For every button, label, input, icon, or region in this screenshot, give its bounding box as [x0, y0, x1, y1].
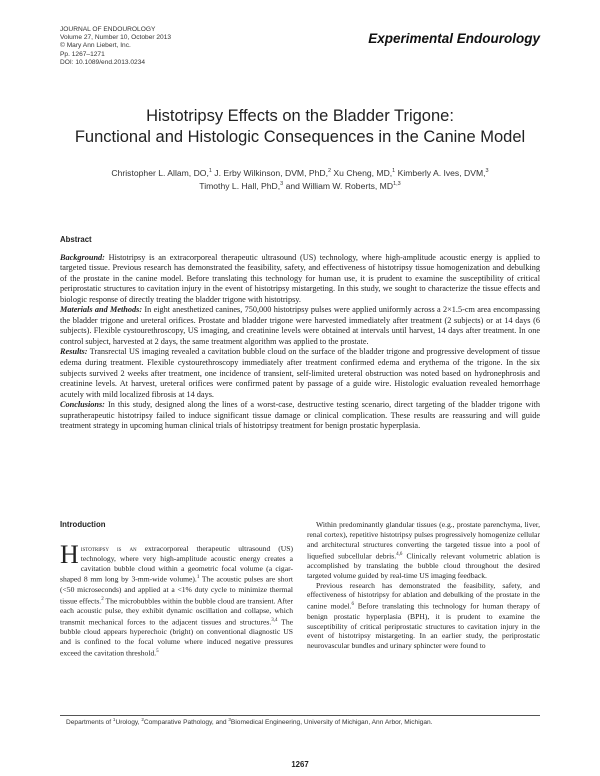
affiliation-footnote [66, 717, 433, 726]
intro-paragraph-1 [60, 539, 293, 658]
title-line-1: Histotripsy Effects on the Bladder Trigone: [146, 107, 454, 125]
title-line-2: Functional and Histologic Consequences in the Canine Model [74, 128, 526, 146]
paragraph-text: Within predominantly glandular tissues (e.g., prostate parenchyma, liver, renal cortex), repetitive histotripsy pulses progressively homogenize cellular and architectural structures converting the targeted tissue into a pool of liquefied subcellular debris. [307, 520, 540, 561]
journal-name: JOURNAL OF ENDOUROLOGY [60, 26, 156, 33]
citation-ref[interactable]: 2 [101, 596, 104, 602]
footnote-mark: 1 [112, 717, 116, 722]
abstract-label: Background: [60, 252, 105, 262]
author-affiliation-mark: 1,3 [393, 181, 401, 188]
abstract-text: Histotripsy is an extracorporeal therapeutic ultrasound (US) technology, where high-amplitude acoustic energy is applied to targeted tissue. Previous research has demonstrated the feasibility, safety, and effectiveness of histotripsy tissue homogenization and debulking of the prostate in the canine model. Before translating this technology for human use, it is prudent to examine the susceptibility of critical periprostatic structures to cavitation injury in the event of histotripsy mistargeting. In this study, we sought to characterize the tissue effects and biologic response of directly treating the bladder trigone with histotripsy. [60, 252, 540, 304]
author-name: Kimberly A. Ives, DVM, [395, 167, 486, 178]
citation-ref[interactable]: 4,6 [396, 551, 403, 557]
abstract-conclusions [60, 400, 540, 432]
abstract-heading: Abstract [60, 235, 92, 244]
page-range: Pp. 1267–1271 [60, 50, 105, 58]
footnote-text: Comparative Pathology, and [143, 719, 229, 727]
author-line-2 [60, 179, 540, 192]
author-name: Christopher L. Allam, DO, [111, 167, 209, 178]
abstract-methods [60, 305, 540, 347]
paragraph-text: The bubble cloud appears hyperechoic (bright) on conventional diagnostic US and is confined to the focal volume where induced negative pressures exceed the cavitation threshold. [60, 617, 293, 658]
copyright-line: © Mary Ann Liebert, Inc. [60, 42, 131, 50]
citation-ref[interactable]: 1 [196, 575, 200, 581]
author-affiliation-mark: 2 [327, 168, 332, 174]
footnote-divider [60, 715, 540, 716]
abstract-background [60, 253, 540, 306]
small-caps-lead: istotripsy is an [80, 543, 137, 553]
paragraph-text: extracorporeal therapeutic ultrasound (US) technology, where very high-amplitude acoustic energy creates a cavitation bubble cloud within a geometric focal volume (a cigar-shaped 8 mm long by 3-mm-wide volume). [60, 543, 293, 584]
author-affiliation-mark: 1 [392, 168, 396, 174]
author-line-1 [60, 166, 540, 179]
author-affiliation-mark: 3 [280, 181, 284, 188]
paragraph-text: The microbubbles within the bubble cloud are transient. After each acoustic pulse, they exhibit dynamic oscillation and collapse, which transmit mechanical forces to the adjacent tissues and structures. [60, 596, 293, 627]
abstract-label: Results: [60, 347, 88, 357]
author-name: and William W. Roberts, MD [283, 181, 394, 192]
author-name: Timothy L. Hall, PhD, [199, 181, 281, 192]
body-column-left [60, 520, 293, 658]
abstract-label: Conclusions: [60, 400, 105, 410]
abstract-text: In eight anesthetized canines, 750,000 histotripsy pulses were applied uniformly across a 2×1.5-cm area encompassing the bladder trigone and ureteral orifices. Prostate and bladder trigone were harvested immediately after treatment (2 subjects) or at 14 days (6 subjects). Flexible cystourethroscopy, US imaging, and creatinine levels were obtained at intervals until harvest, 14 days after treatment. In one control subject, harvested at 2 days, the same treatment algorithm was applied to the prostate. [60, 305, 540, 346]
journal-metadata [60, 26, 171, 67]
footnote-text: Biomedical Engineering, University of Michigan, Ann Arbor, Michigan. [230, 719, 433, 727]
citation-ref[interactable]: 5 [156, 648, 159, 654]
article-title [40, 106, 560, 148]
citation-ref[interactable]: 6 [351, 602, 354, 608]
abstract-results [60, 347, 540, 400]
footnote-text: Departments of [66, 719, 113, 727]
section-label: Experimental Endourology [368, 31, 540, 46]
footnote-text: Urology, [115, 719, 142, 727]
abstract-label: Materials and Methods: [60, 305, 143, 315]
author-affiliation-mark: 3 [485, 168, 489, 174]
drop-cap: H [60, 539, 79, 569]
abstract [60, 235, 540, 432]
author-name: J. Erby Wilkinson, DVM, PhD, [211, 167, 328, 178]
citation-ref[interactable]: 3,4 [271, 617, 278, 623]
abstract-text: Transrectal US imaging revealed a cavitation bubble cloud on the surface of the bladder trigone and progressive development of tissue edema during treatment. Flexible cystourethroscopy immediately after treatment confirmed edema and erythema of the trigone. In the six subjects survived 2 weeks after treatment, one incidence of transient, self-limited ureteral obstruction was noted based on hydronephrosis and creatinine levels. At harvest, ureteral orifices were confirmed patent by passage of a guide wire. Histologic evaluation revealed hemorrhage acutely with mild localized fibrosis at 14 days. [60, 347, 540, 399]
footnote-mark: 3 [228, 717, 231, 722]
abstract-text: In this study, designed along the lines of a worst-case, destructive testing scenario, direct targeting of the bladder trigone with supratherapeutic histotripsy failed to induce significant tissue damage or clinical complication. These results are reassuring and will guide treatment strategy in upcoming human clinical trials of histotripsy treatment for benign prostatic hyperplasia. [60, 400, 540, 431]
paragraph-text: The acoustic pulses are short (<50 microseconds) and applied at a <1% duty cycle to minimize thermal tissue effects. [60, 574, 293, 606]
paragraph-text: Clinically relevant volumetric ablation is accomplished by translating the bubble cloud throughout the desired targeted volume guided by real-time US imaging feedback. [307, 551, 540, 580]
paragraph-text: Previous research has demonstrated the feasibility, safety, and effectiveness of histotripsy for ablation and debulking of the prostate in the canine model. [307, 580, 540, 611]
page-number: 1267 [291, 760, 309, 769]
author-affiliation-mark: 1 [208, 168, 212, 174]
intro-paragraph-2 [307, 520, 540, 581]
journal-volume: Volume 27, Number 10, October 2013 [60, 34, 172, 42]
footnote-mark: 2 [141, 717, 144, 722]
introduction-heading: Introduction [60, 520, 106, 529]
doi-link[interactable]: DOI: 10.1089/end.2013.0234 [60, 58, 146, 66]
body-column-right [307, 520, 540, 651]
author-list [60, 166, 540, 193]
author-name: Xu Cheng, MD, [331, 167, 393, 178]
intro-paragraph-3 [307, 581, 540, 651]
paragraph-text: Before translating this technology for human therapy of benign prostatic hyperplasia (BPH), it is prudent to examine the susceptibility of critical periprostatic structures to cavitation injury in the event of histotripsy mistargeting. In an earlier study, the periprostatic neurovascular bundles and urinary sphincter were found to [307, 601, 541, 651]
